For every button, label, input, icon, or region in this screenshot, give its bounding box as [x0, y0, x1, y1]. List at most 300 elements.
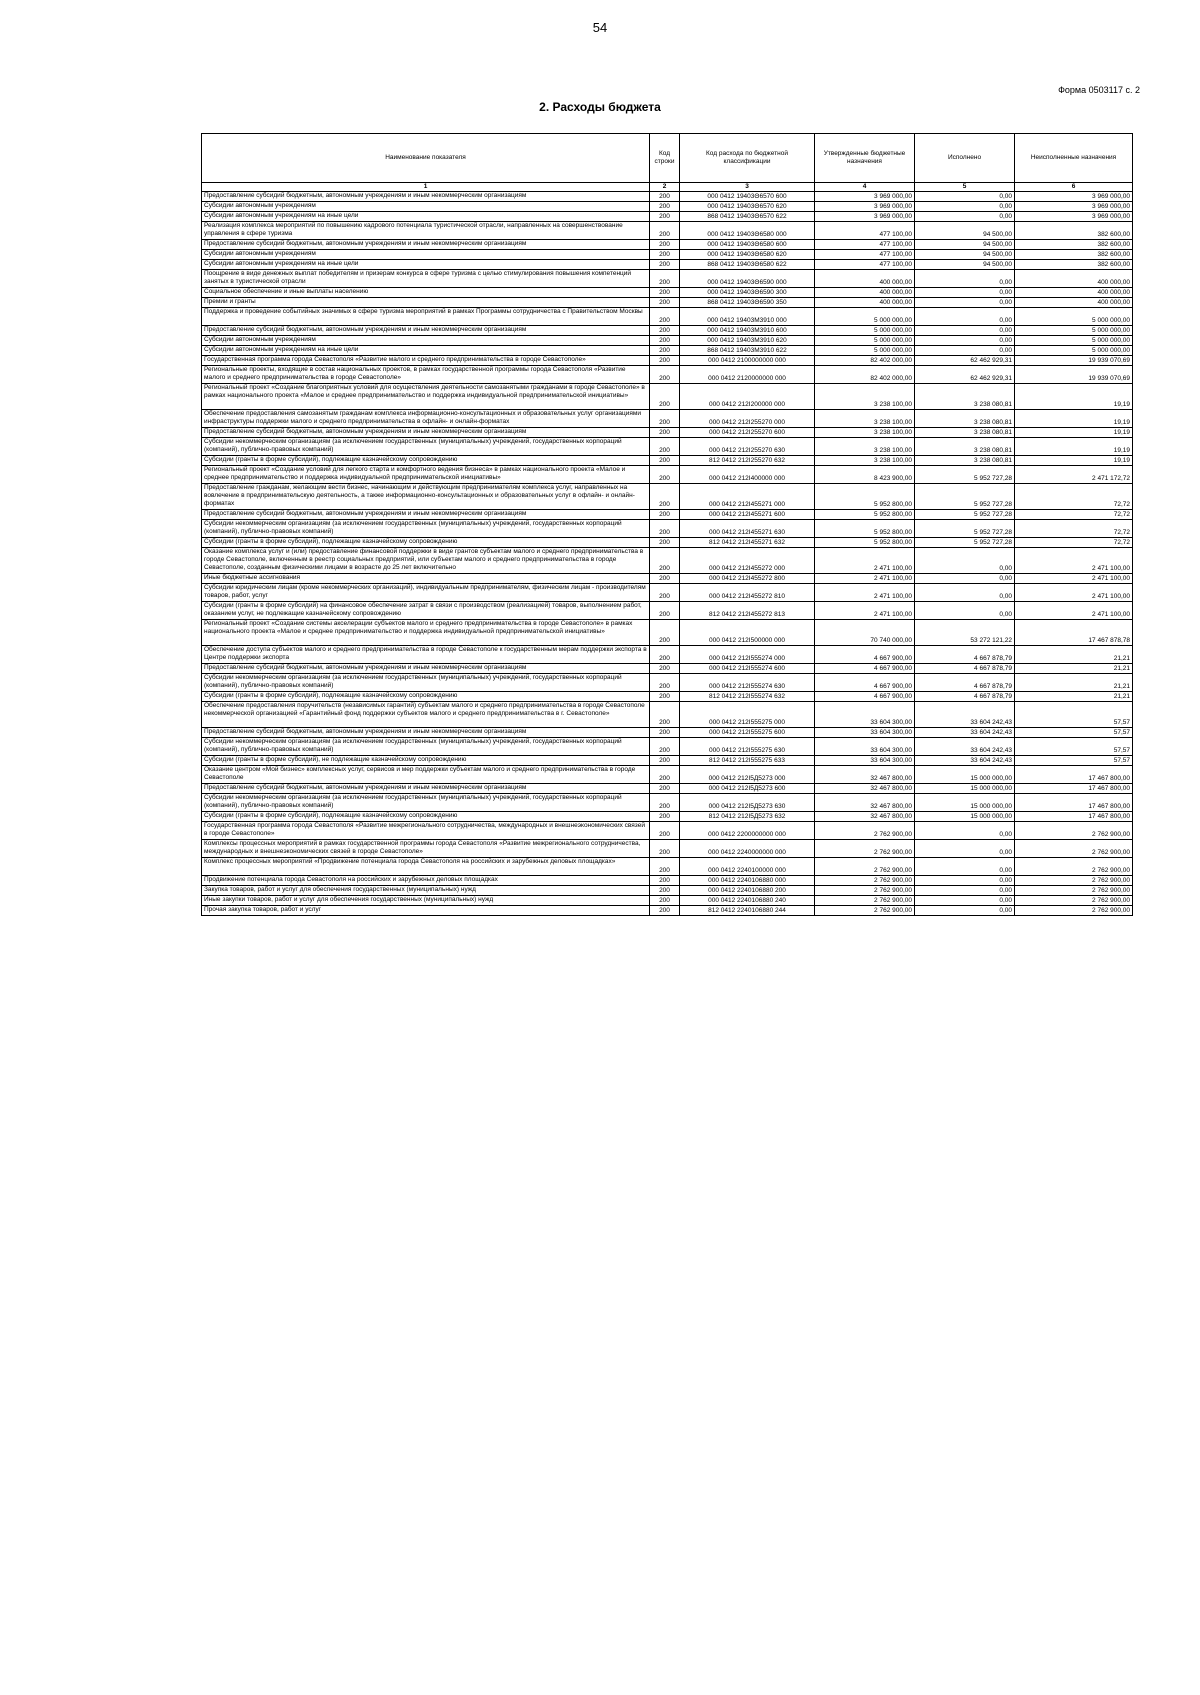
row-name: Поощрение в виде денежных выплат победителям и призерам конкурса в сфере туризма с целью стимулирования повышения компетенций занятых в туристической отрасли — [202, 270, 650, 288]
row-name: Субсидии (гранты в форме субсидий), подлежащие казначейскому сопровождению — [202, 692, 650, 702]
row-classification-code: 000 0412 212I455272 810 — [680, 584, 815, 602]
row-unexecuted: 2 471 100,00 — [1015, 574, 1133, 584]
row-line-code: 200 — [650, 812, 680, 822]
row-classification-code: 000 0412 212I200000 000 — [680, 384, 815, 410]
table-row — [202, 410, 1133, 428]
row-classification-code: 000 0412 2100000000 000 — [680, 356, 815, 366]
row-name: Субсидии автономным учреждениям — [202, 250, 650, 260]
row-unexecuted: 19,19 — [1015, 456, 1133, 466]
row-unexecuted: 400 000,00 — [1015, 288, 1133, 298]
header-classification-code: Код расхода по бюджетной классификации — [680, 134, 815, 183]
row-executed: 3 238 080,81 — [915, 384, 1015, 410]
table-row — [202, 366, 1133, 384]
row-classification-code: 000 0412 212I455272 000 — [680, 548, 815, 574]
row-executed: 0,00 — [915, 548, 1015, 574]
row-line-code: 200 — [650, 202, 680, 212]
row-unexecuted: 2 471 172,72 — [1015, 466, 1133, 484]
row-approved: 3 238 100,00 — [815, 428, 915, 438]
row-name: Субсидии автономным учреждениям на иные цели — [202, 212, 650, 222]
row-approved: 8 423 900,00 — [815, 466, 915, 484]
table-row — [202, 520, 1133, 538]
row-approved: 477 100,00 — [815, 250, 915, 260]
row-line-code: 200 — [650, 428, 680, 438]
table-row — [202, 896, 1133, 906]
row-classification-code: 000 0412 19403Θ6590 000 — [680, 270, 815, 288]
row-classification-code: 812 0412 212I5Д5273 632 — [680, 812, 815, 822]
row-classification-code: 000 0412 2200000000 000 — [680, 822, 815, 840]
row-name: Государственная программа города Севастополя «Развитие межрегионального сотрудничества, международных и внешнеэкономических связей в городе Севастополе» — [202, 822, 650, 840]
table-row — [202, 212, 1133, 222]
row-name: Премии и гранты — [202, 298, 650, 308]
row-line-code: 200 — [650, 876, 680, 886]
row-unexecuted: 2 471 100,00 — [1015, 602, 1133, 620]
row-executed: 0,00 — [915, 584, 1015, 602]
table-row — [202, 270, 1133, 288]
row-executed: 3 238 080,81 — [915, 410, 1015, 428]
row-line-code: 200 — [650, 674, 680, 692]
row-name: Субсидии автономным учреждениям на иные цели — [202, 346, 650, 356]
row-classification-code: 000 0412 212I455271 600 — [680, 510, 815, 520]
row-name: Субсидии (гранты в форме субсидий), подлежащие казначейскому сопровождению — [202, 456, 650, 466]
row-line-code: 200 — [650, 822, 680, 840]
row-classification-code: 000 0412 212I555274 600 — [680, 664, 815, 674]
row-classification-code: 000 0412 212I555274 630 — [680, 674, 815, 692]
row-approved: 2 471 100,00 — [815, 584, 915, 602]
row-name: Продвижение потенциала города Севастополя на российских и зарубежных деловых площадках — [202, 876, 650, 886]
row-approved: 5 000 000,00 — [815, 326, 915, 336]
row-line-code: 200 — [650, 484, 680, 510]
row-name: Субсидии юридическим лицам (кроме некоммерческих организаций), индивидуальным предпринимателям, физическим лицам - производителям товаров, работ, услуг — [202, 584, 650, 602]
row-name: Региональные проекты, входящие в состав национальных проектов, в рамках государственной программы города Севастополя «Развитие малого и среднего предпринимательства в городе Севастополе» — [202, 366, 650, 384]
row-line-code: 200 — [650, 896, 680, 906]
header-unexecuted: Неисполненные назначения — [1015, 134, 1133, 183]
row-unexecuted: 19 939 070,69 — [1015, 366, 1133, 384]
row-classification-code: 000 0412 212I455271 630 — [680, 520, 815, 538]
row-line-code: 200 — [650, 240, 680, 250]
table-row — [202, 466, 1133, 484]
table-row — [202, 602, 1133, 620]
row-executed: 4 667 878,79 — [915, 692, 1015, 702]
row-unexecuted: 17 467 800,00 — [1015, 766, 1133, 784]
row-executed: 94 500,00 — [915, 240, 1015, 250]
row-executed: 0,00 — [915, 896, 1015, 906]
table-row — [202, 260, 1133, 270]
table-row — [202, 692, 1133, 702]
row-classification-code: 868 0412 19403М3910 622 — [680, 346, 815, 356]
row-unexecuted: 5 000 000,00 — [1015, 326, 1133, 336]
row-executed: 4 667 878,79 — [915, 646, 1015, 664]
row-line-code: 200 — [650, 858, 680, 876]
row-executed: 0,00 — [915, 840, 1015, 858]
row-executed: 3 238 080,81 — [915, 428, 1015, 438]
row-classification-code: 868 0412 19403Θ6590 350 — [680, 298, 815, 308]
table-row — [202, 728, 1133, 738]
row-unexecuted: 2 762 900,00 — [1015, 822, 1133, 840]
row-name: Обеспечение предоставления поручительств (независимых гарантий) субъектам малого и среднего предпринимательства в городе Севастополе некоммерческой организацией «Гарантийный фонд поддержки субъектов малого и среднего предпринимательства в г. Севастополе» — [202, 702, 650, 728]
row-approved: 5 952 800,00 — [815, 520, 915, 538]
row-classification-code: 000 0412 212I255270 630 — [680, 438, 815, 456]
row-executed: 33 604 242,43 — [915, 728, 1015, 738]
row-unexecuted: 5 000 000,00 — [1015, 308, 1133, 326]
row-classification-code: 000 0412 212I455272 800 — [680, 574, 815, 584]
row-approved: 2 762 900,00 — [815, 906, 915, 916]
table-row — [202, 288, 1133, 298]
table-row — [202, 886, 1133, 896]
row-line-code: 200 — [650, 584, 680, 602]
row-line-code: 200 — [650, 906, 680, 916]
row-executed: 5 952 727,28 — [915, 510, 1015, 520]
row-executed: 15 000 000,00 — [915, 784, 1015, 794]
row-name: Предоставление субсидий бюджетным, автономным учреждениям и иным некоммерческим организациям — [202, 326, 650, 336]
row-unexecuted: 17 467 878,78 — [1015, 620, 1133, 646]
row-approved: 477 100,00 — [815, 240, 915, 250]
row-name: Предоставление субсидий бюджетным, автономным учреждениям и иным некоммерческим организациям — [202, 664, 650, 674]
column-number: 1 — [202, 183, 650, 192]
row-line-code: 200 — [650, 886, 680, 896]
table-row — [202, 674, 1133, 692]
table-row — [202, 510, 1133, 520]
row-approved: 33 604 300,00 — [815, 728, 915, 738]
table-row — [202, 766, 1133, 784]
row-name: Субсидии автономным учреждениям на иные цели — [202, 260, 650, 270]
row-name: Субсидии некоммерческим организациям (за исключением государственных (муниципальных) учреждений, государственных корпораций (компаний), публично-правовых компаний) — [202, 520, 650, 538]
row-name: Иные закупки товаров, работ и услуг для обеспечения государственных (муниципальных) нужд — [202, 896, 650, 906]
row-unexecuted: 21,21 — [1015, 674, 1133, 692]
row-classification-code: 000 0412 2240106880 000 — [680, 876, 815, 886]
row-line-code: 200 — [650, 602, 680, 620]
row-approved: 3 238 100,00 — [815, 410, 915, 428]
row-line-code: 200 — [650, 620, 680, 646]
column-number: 2 — [650, 183, 680, 192]
row-name: Предоставление субсидий бюджетным, автономным учреждениям и иным некоммерческим организациям — [202, 428, 650, 438]
row-name: Субсидии некоммерческим организациям (за исключением государственных (муниципальных) учреждений, государственных корпораций (компаний), публично-правовых компаний) — [202, 738, 650, 756]
row-line-code: 200 — [650, 548, 680, 574]
table-row — [202, 192, 1133, 202]
row-unexecuted: 57,57 — [1015, 702, 1133, 728]
row-unexecuted: 5 000 000,00 — [1015, 346, 1133, 356]
row-line-code: 200 — [650, 356, 680, 366]
row-unexecuted: 17 467 800,00 — [1015, 812, 1133, 822]
row-name: Региональный проект «Создание благоприятных условий для осуществления деятельности самозанятыми гражданами в городе Севастополе» в рамках национального проекта «Малое и среднее предпринимательство и поддержка индивидуальной предпринимательской инициативы» — [202, 384, 650, 410]
row-approved: 4 667 900,00 — [815, 674, 915, 692]
row-classification-code: 000 0412 2240106880 240 — [680, 896, 815, 906]
row-classification-code: 000 0412 19403Θ6580 000 — [680, 222, 815, 240]
row-classification-code: 000 0412 2240100000 000 — [680, 858, 815, 876]
row-name: Иные бюджетные ассигнования — [202, 574, 650, 584]
row-classification-code: 812 0412 212I455271 632 — [680, 538, 815, 548]
row-executed: 33 604 242,43 — [915, 756, 1015, 766]
row-classification-code: 000 0412 212I5Д5273 000 — [680, 766, 815, 784]
row-name: Субсидии (гранты в форме субсидий), подлежащие казначейскому сопровождению — [202, 812, 650, 822]
row-executed: 0,00 — [915, 858, 1015, 876]
header-row — [202, 134, 1133, 183]
table-row — [202, 222, 1133, 240]
row-unexecuted: 2 762 900,00 — [1015, 876, 1133, 886]
row-name: Региональный проект «Создание системы акселерации субъектов малого и среднего предпринимательства в городе Севастополе» в рамках национального проекта «Малое и среднее предпринимательство и поддержка индивидуальной предпринимательской инициативы» — [202, 620, 650, 646]
table-row — [202, 584, 1133, 602]
row-approved: 70 740 000,00 — [815, 620, 915, 646]
row-executed: 0,00 — [915, 192, 1015, 202]
row-line-code: 200 — [650, 840, 680, 858]
row-executed: 5 952 727,28 — [915, 466, 1015, 484]
row-line-code: 200 — [650, 646, 680, 664]
row-classification-code: 868 0412 19403Θ6570 622 — [680, 212, 815, 222]
row-classification-code: 000 0412 2240106880 200 — [680, 886, 815, 896]
row-approved: 400 000,00 — [815, 270, 915, 288]
row-classification-code: 000 0412 212I555275 000 — [680, 702, 815, 728]
row-name: Предоставление субсидий бюджетным, автономным учреждениям и иным некоммерческим организациям — [202, 784, 650, 794]
row-approved: 5 000 000,00 — [815, 308, 915, 326]
row-executed: 0,00 — [915, 270, 1015, 288]
table-row — [202, 646, 1133, 664]
row-unexecuted: 57,57 — [1015, 738, 1133, 756]
row-line-code: 200 — [650, 766, 680, 784]
row-executed: 33 604 242,43 — [915, 738, 1015, 756]
row-name: Государственная программа города Севастополя «Развитие малого и среднего предпринимательства в городе Севастополе» — [202, 356, 650, 366]
row-approved: 3 969 000,00 — [815, 202, 915, 212]
column-number: 5 — [915, 183, 1015, 192]
header-name: Наименование показателя — [202, 134, 650, 183]
row-executed: 0,00 — [915, 212, 1015, 222]
row-executed: 0,00 — [915, 336, 1015, 346]
row-approved: 82 402 000,00 — [815, 356, 915, 366]
row-classification-code: 000 0412 212I400000 000 — [680, 466, 815, 484]
table-row — [202, 548, 1133, 574]
row-name: Предоставление гражданам, желающим вести бизнес, начинающим и действующим предпринимателям комплекса услуг, направленных на вовлечение в предпринимательскую деятельность, а также информационно-консультационных и образовательных услуг в офлайн- и онлайн-форматах — [202, 484, 650, 510]
row-approved: 2 762 900,00 — [815, 840, 915, 858]
row-classification-code: 000 0412 212I455271 000 — [680, 484, 815, 510]
row-unexecuted: 21,21 — [1015, 646, 1133, 664]
row-approved: 33 604 300,00 — [815, 738, 915, 756]
row-executed: 15 000 000,00 — [915, 812, 1015, 822]
row-name: Комплексы процессных мероприятий в рамках государственной программы города Севастополя «Развитие межрегионального сотрудничества, международных и внешнеэкономических связей в городе Севастополе» — [202, 840, 650, 858]
row-line-code: 200 — [650, 574, 680, 584]
header-executed: Исполнено — [915, 134, 1015, 183]
row-line-code: 200 — [650, 270, 680, 288]
row-name: Оказание центром «Мой бизнес» комплексных услуг, сервисов и мер поддержки субъектам малого и среднего предпринимательства в городе Севастополе — [202, 766, 650, 784]
row-executed: 0,00 — [915, 886, 1015, 896]
row-unexecuted: 382 600,00 — [1015, 250, 1133, 260]
row-approved: 4 667 900,00 — [815, 646, 915, 664]
row-name: Предоставление субсидий бюджетным, автономным учреждениям и иным некоммерческим организациям — [202, 728, 650, 738]
row-name: Субсидии (гранты в форме субсидий), подлежащие казначейскому сопровождению — [202, 538, 650, 548]
row-unexecuted: 19,19 — [1015, 438, 1133, 456]
row-approved: 4 667 900,00 — [815, 692, 915, 702]
row-unexecuted: 400 000,00 — [1015, 270, 1133, 288]
row-unexecuted: 72,72 — [1015, 538, 1133, 548]
row-approved: 4 667 900,00 — [815, 664, 915, 674]
table-row — [202, 784, 1133, 794]
row-line-code: 200 — [650, 260, 680, 270]
row-approved: 5 952 800,00 — [815, 484, 915, 510]
row-classification-code: 000 0412 212I255270 000 — [680, 410, 815, 428]
column-number: 4 — [815, 183, 915, 192]
row-approved: 2 762 900,00 — [815, 896, 915, 906]
row-approved: 5 952 800,00 — [815, 538, 915, 548]
row-approved: 2 762 900,00 — [815, 858, 915, 876]
page-number: 54 — [592, 20, 608, 35]
row-line-code: 200 — [650, 298, 680, 308]
row-name: Поддержка и проведение событийных значимых в сфере туризма мероприятий в рамках Программы сотрудничества с Правительством Москвы — [202, 308, 650, 326]
row-name: Региональный проект «Создание условий для легкого старта и комфортного ведения бизнеса» в рамках национального проекта «Малое и среднее предпринимательство и поддержка индивидуальной предпринимательской инициативы» — [202, 466, 650, 484]
row-unexecuted: 2 471 100,00 — [1015, 548, 1133, 574]
row-line-code: 200 — [650, 438, 680, 456]
table-row — [202, 484, 1133, 510]
table-row — [202, 250, 1133, 260]
row-classification-code: 000 0412 212I555275 630 — [680, 738, 815, 756]
row-unexecuted: 5 000 000,00 — [1015, 336, 1133, 346]
row-approved: 82 402 000,00 — [815, 366, 915, 384]
row-unexecuted: 2 762 900,00 — [1015, 896, 1133, 906]
row-executed: 0,00 — [915, 202, 1015, 212]
row-classification-code: 000 0412 212I5Д5273 630 — [680, 794, 815, 812]
row-classification-code: 000 0412 212I500000 000 — [680, 620, 815, 646]
row-approved: 32 467 800,00 — [815, 784, 915, 794]
table-row — [202, 756, 1133, 766]
row-approved: 2 762 900,00 — [815, 876, 915, 886]
row-unexecuted: 17 467 800,00 — [1015, 794, 1133, 812]
row-executed: 94 500,00 — [915, 222, 1015, 240]
row-executed: 3 238 080,81 — [915, 456, 1015, 466]
row-line-code: 200 — [650, 288, 680, 298]
row-approved: 5 000 000,00 — [815, 346, 915, 356]
row-line-code: 200 — [650, 250, 680, 260]
table-row — [202, 906, 1133, 916]
row-unexecuted: 2 762 900,00 — [1015, 886, 1133, 896]
row-line-code: 200 — [650, 346, 680, 356]
table-row — [202, 202, 1133, 212]
table-row — [202, 664, 1133, 674]
row-line-code: 200 — [650, 702, 680, 728]
row-classification-code: 812 0412 212I555275 633 — [680, 756, 815, 766]
row-name: Субсидии некоммерческим организациям (за исключением государственных (муниципальных) учреждений, государственных корпораций (компаний), публично-правовых компаний) — [202, 674, 650, 692]
row-line-code: 200 — [650, 756, 680, 766]
row-approved: 5 952 800,00 — [815, 510, 915, 520]
row-line-code: 200 — [650, 784, 680, 794]
row-classification-code: 000 0412 19403М3910 600 — [680, 326, 815, 336]
row-approved: 2 471 100,00 — [815, 548, 915, 574]
row-unexecuted: 3 969 000,00 — [1015, 212, 1133, 222]
row-executed: 0,00 — [915, 326, 1015, 336]
row-classification-code: 000 0412 2120000000 000 — [680, 366, 815, 384]
row-unexecuted: 382 600,00 — [1015, 240, 1133, 250]
row-unexecuted: 57,57 — [1015, 756, 1133, 766]
table-row — [202, 308, 1133, 326]
row-name: Обеспечение доступа субъектов малого и среднего предпринимательства в городе Севастополе к государственным мерам поддержки экспорта в Центре поддержки экспорта — [202, 646, 650, 664]
table-row — [202, 356, 1133, 366]
row-executed: 5 952 727,28 — [915, 538, 1015, 548]
row-classification-code: 868 0412 19403Θ6580 622 — [680, 260, 815, 270]
row-classification-code: 000 0412 19403Θ6590 300 — [680, 288, 815, 298]
row-unexecuted: 3 969 000,00 — [1015, 192, 1133, 202]
form-code: Форма 0503117 с. 2 — [1058, 85, 1140, 95]
table-row — [202, 822, 1133, 840]
table-row — [202, 336, 1133, 346]
table-row — [202, 574, 1133, 584]
table-row — [202, 876, 1133, 886]
row-name: Предоставление субсидий бюджетным, автономным учреждениям и иным некоммерческим организациям — [202, 510, 650, 520]
row-approved: 400 000,00 — [815, 298, 915, 308]
row-approved: 5 000 000,00 — [815, 336, 915, 346]
row-unexecuted: 2 762 900,00 — [1015, 906, 1133, 916]
column-number-row — [202, 183, 1133, 192]
row-executed: 0,00 — [915, 288, 1015, 298]
row-line-code: 200 — [650, 510, 680, 520]
row-name: Субсидии автономным учреждениям — [202, 202, 650, 212]
row-approved: 2 471 100,00 — [815, 602, 915, 620]
table-row — [202, 428, 1133, 438]
row-approved: 3 969 000,00 — [815, 192, 915, 202]
table-row — [202, 738, 1133, 756]
row-unexecuted: 19,19 — [1015, 384, 1133, 410]
row-approved: 33 604 300,00 — [815, 756, 915, 766]
row-unexecuted: 72,72 — [1015, 520, 1133, 538]
row-executed: 0,00 — [915, 822, 1015, 840]
row-unexecuted: 19 939 070,69 — [1015, 356, 1133, 366]
table-row — [202, 298, 1133, 308]
row-approved: 32 467 800,00 — [815, 794, 915, 812]
row-executed: 0,00 — [915, 574, 1015, 584]
row-unexecuted: 21,21 — [1015, 692, 1133, 702]
row-unexecuted: 2 762 900,00 — [1015, 858, 1133, 876]
row-line-code: 200 — [650, 326, 680, 336]
row-classification-code: 000 0412 19403Θ6570 620 — [680, 202, 815, 212]
table-row — [202, 438, 1133, 456]
row-unexecuted: 21,21 — [1015, 664, 1133, 674]
row-approved: 32 467 800,00 — [815, 812, 915, 822]
row-line-code: 200 — [650, 336, 680, 346]
row-line-code: 200 — [650, 456, 680, 466]
row-line-code: 200 — [650, 384, 680, 410]
row-approved: 477 100,00 — [815, 222, 915, 240]
row-line-code: 200 — [650, 664, 680, 674]
row-unexecuted: 3 969 000,00 — [1015, 202, 1133, 212]
table-row — [202, 346, 1133, 356]
table-row — [202, 456, 1133, 466]
row-classification-code: 812 0412 2240106880 244 — [680, 906, 815, 916]
row-unexecuted: 19,19 — [1015, 410, 1133, 428]
row-executed: 5 952 727,28 — [915, 520, 1015, 538]
table-row — [202, 794, 1133, 812]
row-unexecuted: 57,57 — [1015, 728, 1133, 738]
row-name: Социальное обеспечение и иные выплаты населению — [202, 288, 650, 298]
row-executed: 5 952 727,28 — [915, 484, 1015, 510]
row-line-code: 200 — [650, 192, 680, 202]
row-name: Комплекс процессных мероприятий «Продвижение потенциала города Севастополя на российских и зарубежных деловых площадках» — [202, 858, 650, 876]
row-executed: 94 500,00 — [915, 260, 1015, 270]
row-line-code: 200 — [650, 222, 680, 240]
row-executed: 53 272 121,22 — [915, 620, 1015, 646]
row-name: Субсидии (гранты в форме субсидий), не подлежащие казначейскому сопровождению — [202, 756, 650, 766]
row-executed: 0,00 — [915, 876, 1015, 886]
row-classification-code: 000 0412 19403Θ6580 600 — [680, 240, 815, 250]
row-classification-code: 000 0412 19403М3910 000 — [680, 308, 815, 326]
row-line-code: 200 — [650, 410, 680, 428]
row-line-code: 200 — [650, 794, 680, 812]
row-executed: 0,00 — [915, 602, 1015, 620]
row-name: Реализация комплекса мероприятий по повышению кадрового потенциала туристической отрасли, направленных на совершенствование управления в сфере туризма — [202, 222, 650, 240]
expenses-table — [201, 133, 1133, 916]
row-classification-code: 000 0412 2240000000 000 — [680, 840, 815, 858]
row-executed: 3 238 080,81 — [915, 438, 1015, 456]
row-executed: 15 000 000,00 — [915, 766, 1015, 784]
row-classification-code: 000 0412 212I555275 600 — [680, 728, 815, 738]
row-line-code: 200 — [650, 538, 680, 548]
row-unexecuted: 72,72 — [1015, 510, 1133, 520]
row-name: Предоставление субсидий бюджетным, автономным учреждениям и иным некоммерческим организациям — [202, 192, 650, 202]
table-row — [202, 384, 1133, 410]
row-unexecuted: 2 762 900,00 — [1015, 840, 1133, 858]
